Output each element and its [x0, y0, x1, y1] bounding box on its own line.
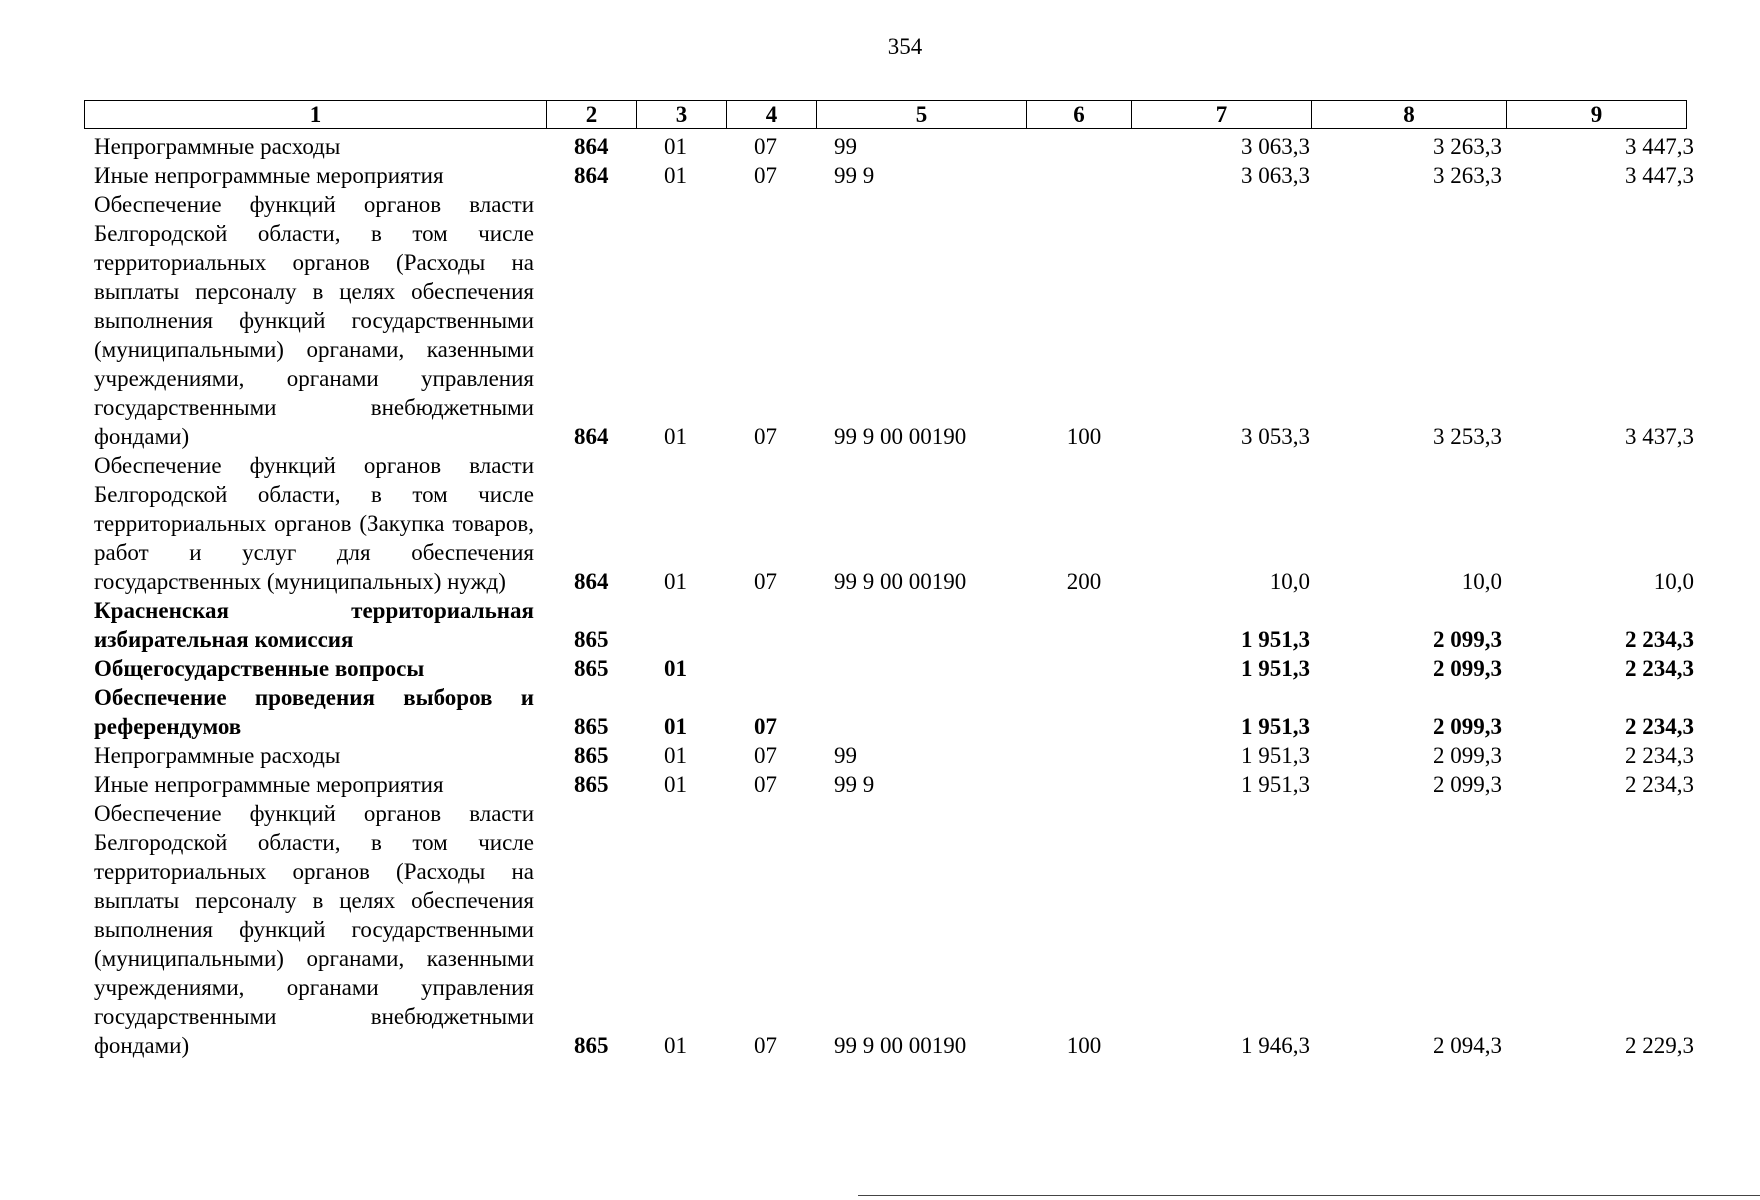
- cell-expense-type: 100: [1066, 1033, 1102, 1058]
- cell-ministry-code: 864: [574, 134, 609, 159]
- cell-ministry-code: 865: [574, 1033, 609, 1058]
- cell-amount-col8: 2 099,3: [1433, 772, 1502, 797]
- cell-amount-col8: 2 094,3: [1433, 1033, 1502, 1058]
- cell-amount-col8: 2 099,3: [1433, 714, 1502, 739]
- cell-target-article: 99 9 00 00190: [834, 569, 967, 594]
- header-cell: 7: [1132, 101, 1312, 129]
- cell-amount-col8: 2 099,3: [1433, 656, 1502, 681]
- cell-amount-col8: 3 263,3: [1433, 134, 1502, 159]
- header-cell: 4: [727, 101, 817, 129]
- cell-subsection: 07: [754, 134, 777, 159]
- cell-section: 01: [664, 569, 687, 594]
- header-cell: 5: [817, 101, 1027, 129]
- table-row: [94, 451, 1694, 596]
- cell-amount-col7: 1 951,3: [1241, 656, 1310, 681]
- row-description: Красненская территориальная избирательная комиссия: [94, 598, 534, 652]
- cell-amount-col9: 2 234,3: [1625, 714, 1694, 739]
- table-row: [94, 161, 1694, 190]
- cell-amount-col9: 2 229,3: [1625, 1033, 1694, 1058]
- cell-amount-col7: 1 951,3: [1241, 627, 1310, 652]
- cell-amount-col9: 3 437,3: [1625, 424, 1694, 449]
- cell-subsection: 07: [754, 1033, 777, 1058]
- row-description: Иные непрограммные мероприятия: [94, 163, 444, 188]
- cell-subsection: 07: [754, 569, 777, 594]
- table-row: [94, 770, 1694, 799]
- cell-amount-col8: 3 263,3: [1433, 163, 1502, 188]
- cell-ministry-code: 864: [574, 163, 609, 188]
- cell-section: 01: [664, 772, 687, 797]
- cell-target-article: 99 9: [834, 772, 875, 797]
- cell-target-article: 99: [834, 134, 857, 159]
- cell-ministry-code: 865: [574, 743, 609, 768]
- cell-amount-col9: 2 234,3: [1625, 772, 1694, 797]
- cell-section: 01: [664, 163, 687, 188]
- table-row: [94, 132, 1694, 161]
- cell-expense-type: 200: [1066, 569, 1102, 594]
- cell-amount-col9: 2 234,3: [1625, 743, 1694, 768]
- cell-target-article: 99 9: [834, 163, 875, 188]
- header-cell: 8: [1312, 101, 1507, 129]
- cell-amount-col8: 3 253,3: [1433, 424, 1502, 449]
- cell-amount-col7: 10,0: [1269, 569, 1310, 594]
- header-cell: 9: [1507, 101, 1687, 129]
- row-description: Общегосударственные вопросы: [94, 656, 425, 681]
- cell-amount-col8: 2 099,3: [1433, 627, 1502, 652]
- cell-ministry-code: 864: [574, 424, 609, 449]
- header-cell: 2: [547, 101, 637, 129]
- header-cell: 3: [637, 101, 727, 129]
- cell-amount-col9: 2 234,3: [1625, 627, 1694, 652]
- row-description: Обеспечение проведения выборов и референдумов: [94, 685, 534, 739]
- cell-section: 01: [664, 1033, 687, 1058]
- cell-ministry-code: 865: [574, 714, 609, 739]
- cell-amount-col8: 10,0: [1461, 569, 1502, 594]
- row-description: Обеспечение функций органов власти Белгородской области, в том числе территориальных органов (Расходы на выплаты персоналу в целях обеспечения выполнения функций государственными (муниципальными) органами, казенными учреждениями, органами управления государственными внебюджетными фондами): [94, 801, 534, 1058]
- cell-target-article: 99: [834, 743, 857, 768]
- cell-subsection: 07: [754, 743, 777, 768]
- cell-subsection: 07: [754, 163, 777, 188]
- cell-amount-col9: 10,0: [1653, 569, 1694, 594]
- cell-section: 01: [664, 743, 687, 768]
- cell-subsection: 07: [754, 424, 777, 449]
- row-description: Обеспечение функций органов власти Белгородской области, в том числе территориальных органов (Расходы на выплаты персоналу в целях обеспечения выполнения функций государственными (муниципальными) органами, казенными учреждениями, органами управления государственными внебюджетными фондами): [94, 192, 534, 449]
- table-row: [94, 190, 1694, 451]
- cell-ministry-code: 864: [574, 569, 609, 594]
- table-row: [94, 683, 1694, 741]
- table-row: [94, 654, 1694, 683]
- cell-section: 01: [664, 134, 687, 159]
- header-cell: 1: [85, 101, 547, 129]
- cell-amount-col9: 3 447,3: [1625, 163, 1694, 188]
- cell-ministry-code: 865: [574, 656, 609, 681]
- page-number: 354: [887, 34, 923, 59]
- cell-amount-col7: 1 951,3: [1241, 772, 1310, 797]
- cell-section: 01: [664, 656, 687, 681]
- cell-expense-type: 100: [1066, 424, 1102, 449]
- table-row: [94, 799, 1694, 1060]
- table-row: [94, 741, 1694, 770]
- cell-ministry-code: 865: [574, 772, 609, 797]
- cell-amount-col7: 1 951,3: [1241, 743, 1310, 768]
- cell-amount-col7: 3 053,3: [1241, 424, 1310, 449]
- cell-amount-col8: 2 099,3: [1433, 743, 1502, 768]
- cell-subsection: 07: [754, 714, 777, 739]
- row-description: Обеспечение функций органов власти Белгородской области, в том числе территориальных органов (Закупка товаров, работ и услуг для обеспечения государственных (муниципальных) нужд): [94, 453, 534, 594]
- cell-subsection: 07: [754, 772, 777, 797]
- cell-target-article: 99 9 00 00190: [834, 424, 967, 449]
- footer-rule: [858, 1195, 1760, 1196]
- cell-section: 01: [664, 714, 687, 739]
- cell-amount-col7: 3 063,3: [1241, 134, 1310, 159]
- cell-ministry-code: 865: [574, 627, 609, 652]
- row-description: Непрограммные расходы: [94, 134, 341, 159]
- cell-section: 01: [664, 424, 687, 449]
- header-cell: 6: [1027, 101, 1132, 129]
- header-row: [85, 101, 1687, 129]
- column-header-table: [84, 100, 1687, 129]
- cell-amount-col7: 1 951,3: [1241, 714, 1310, 739]
- cell-amount-col7: 1 946,3: [1241, 1033, 1310, 1058]
- cell-amount-col9: 2 234,3: [1625, 656, 1694, 681]
- table-row: [94, 596, 1694, 654]
- cell-target-article: 99 9 00 00190: [834, 1033, 967, 1058]
- row-description: Иные непрограммные мероприятия: [94, 772, 444, 797]
- budget-table-body: [94, 132, 1694, 1060]
- cell-amount-col9: 3 447,3: [1625, 134, 1694, 159]
- cell-amount-col7: 3 063,3: [1241, 163, 1310, 188]
- row-description: Непрограммные расходы: [94, 743, 341, 768]
